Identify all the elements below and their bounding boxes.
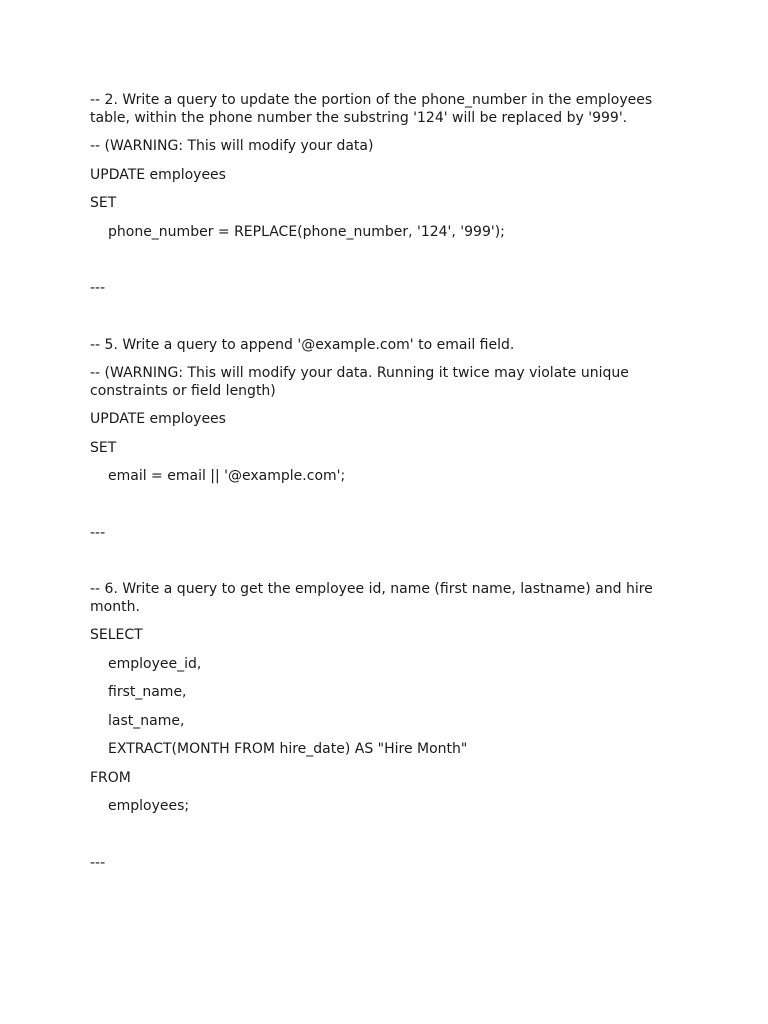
query-6-line: first_name,	[108, 684, 187, 700]
query-6-comment: -- 6. Write a query to get the employee id, name (first name, lastname) and hire month.	[90, 581, 658, 615]
query-2-warning: -- (WARNING: This will modify your data)	[90, 138, 374, 154]
query-5-line: SET	[90, 439, 117, 456]
query-2-line: phone_number = REPLACE(phone_number, '124', '999');	[108, 223, 505, 240]
query-6-line: employee_id,	[108, 655, 202, 672]
query-5-line: email = email || '@example.com';	[108, 468, 346, 484]
query-6-line: SELECT	[90, 627, 143, 643]
query-5-comment: -- 5. Write a query to append '@example.com' to email field.	[90, 336, 515, 353]
document-body	[90, 92, 660, 883]
query-6-line: EXTRACT(MONTH FROM hire_date) AS "Hire Month"	[108, 741, 468, 757]
query-5-line: UPDATE employees	[90, 411, 226, 427]
spacer	[90, 252, 660, 280]
spacer	[90, 309, 660, 337]
query-6-line: FROM	[90, 769, 131, 786]
query-6-line: last_name,	[108, 712, 185, 729]
query-5-warning: -- (WARNING: This will modify your data. Running it twice may violate unique constraints or field length)	[90, 365, 634, 399]
spacer	[90, 553, 660, 581]
section-separator: ---	[90, 854, 106, 871]
section-separator: ---	[90, 524, 106, 541]
query-2-comment: -- 2. Write a query to update the portion of the phone_number in the employees table, within the phone number the substring '124' will be replaced by '999'.	[90, 92, 657, 126]
section-separator: ---	[90, 280, 106, 296]
spacer	[90, 497, 660, 525]
query-2-line: SET	[90, 195, 117, 211]
query-6-line: employees;	[108, 798, 190, 814]
spacer	[90, 827, 660, 855]
query-2-line: UPDATE employees	[90, 166, 226, 183]
